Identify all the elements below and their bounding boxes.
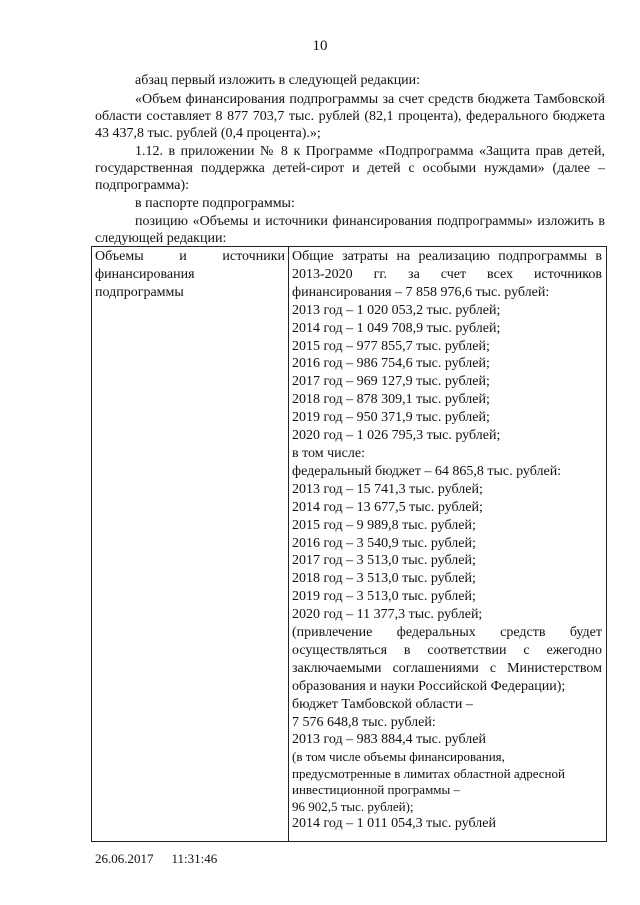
table-line: 2013 год – 983 884,4 тыс. рублей (292, 732, 486, 748)
footer-timestamp (95, 851, 217, 867)
table-line: 2015 год – 977 855,7 тыс. рублей; (292, 338, 490, 354)
table-line: 2016 год – 3 540,9 тыс. рублей; (292, 535, 476, 551)
table-line: 2015 год – 9 989,8 тыс. рублей; (292, 517, 476, 533)
table-right-cell (289, 247, 607, 842)
table-line: 2019 год – 3 513,0 тыс. рублей; (292, 589, 476, 605)
table-line: 2014 год – 13 677,5 тыс. рублей; (292, 499, 483, 515)
table-line: 2019 год – 950 371,9 тыс. рублей; (292, 410, 490, 426)
table-line: 7 576 648,8 тыс. рублей: (292, 714, 436, 730)
table-line: 2013 год – 1 020 053,2 тыс. рублей; (292, 302, 501, 318)
footer-time: 11:31:46 (171, 851, 218, 866)
table-line: федеральный бюджет – 64 865,8 тыс. рублей: (292, 463, 562, 479)
table-line: 2020 год – 1 026 795,3 тыс. рублей; (292, 428, 501, 444)
paragraph-3: 1.12. в приложении № 8 к Программе «Подпрограмма «Защита прав детей, государственная поддержка детей-сирот и детей с особыми нуждами» (далее – подпрограмма): (95, 144, 605, 193)
table-line: 96 902,5 тыс. рублей); (292, 798, 414, 814)
table-line: Общие затраты на реализацию подпрограммы в 2013-2020 гг. за счет всех источников финансирования – 7 858 976,6 тыс. рублей: (292, 249, 602, 300)
table-line: 2020 год – 11 377,3 тыс. рублей; (292, 607, 483, 623)
paragraph-5: позицию «Объемы и источники финансирования подпрограммы» изложить в следующей редакции: (95, 214, 605, 246)
footer-date: 26.06.2017 (95, 851, 154, 866)
table-line: 2017 год – 3 513,0 тыс. рублей; (292, 553, 476, 569)
table-line: бюджет Тамбовской области – (292, 696, 473, 712)
table-line: (в том числе объемы финансирования, предусмотренные в лимитах областной адресной инвестиционной программы – (292, 749, 565, 798)
paragraph-1: абзац первый изложить в следующей редакции: (135, 73, 421, 88)
table-left-text: Объемы и источники финансирования подпрограммы (95, 249, 285, 300)
table-line: 2014 год – 1 049 708,9 тыс. рублей; (292, 320, 501, 336)
table-line: 2018 год – 3 513,0 тыс. рублей; (292, 571, 476, 587)
paragraph-4: в паспорте подпрограммы: (135, 196, 295, 211)
table-line: 2014 год – 1 011 054,3 тыс. рублей (292, 816, 496, 832)
table-left-cell (92, 247, 289, 842)
table-line: 2016 год – 986 754,6 тыс. рублей; (292, 356, 490, 372)
financing-table (91, 246, 607, 842)
table-line: 2013 год – 15 741,3 тыс. рублей; (292, 481, 483, 497)
table-line: 2017 год – 969 127,9 тыс. рублей; (292, 374, 490, 390)
page-number: 10 (312, 38, 328, 54)
table-line: 2018 год – 878 309,1 тыс. рублей; (292, 392, 490, 408)
paragraph-2: «Объем финансирования подпрограммы за счет средств бюджета Тамбовской области составляет 8 877 703,7 тыс. рублей (82,1 процента), федерального бюджета 43 437,8 тыс. рублей (0,4 процента).»; (95, 92, 605, 141)
table-line: (привлечение федеральных средств будет осуществляться в соответствии с ежегодно заключаемыми соглашениями с Министерством образования и науки Российской Федерации); (292, 625, 602, 694)
table-line: в том числе: (292, 445, 365, 461)
